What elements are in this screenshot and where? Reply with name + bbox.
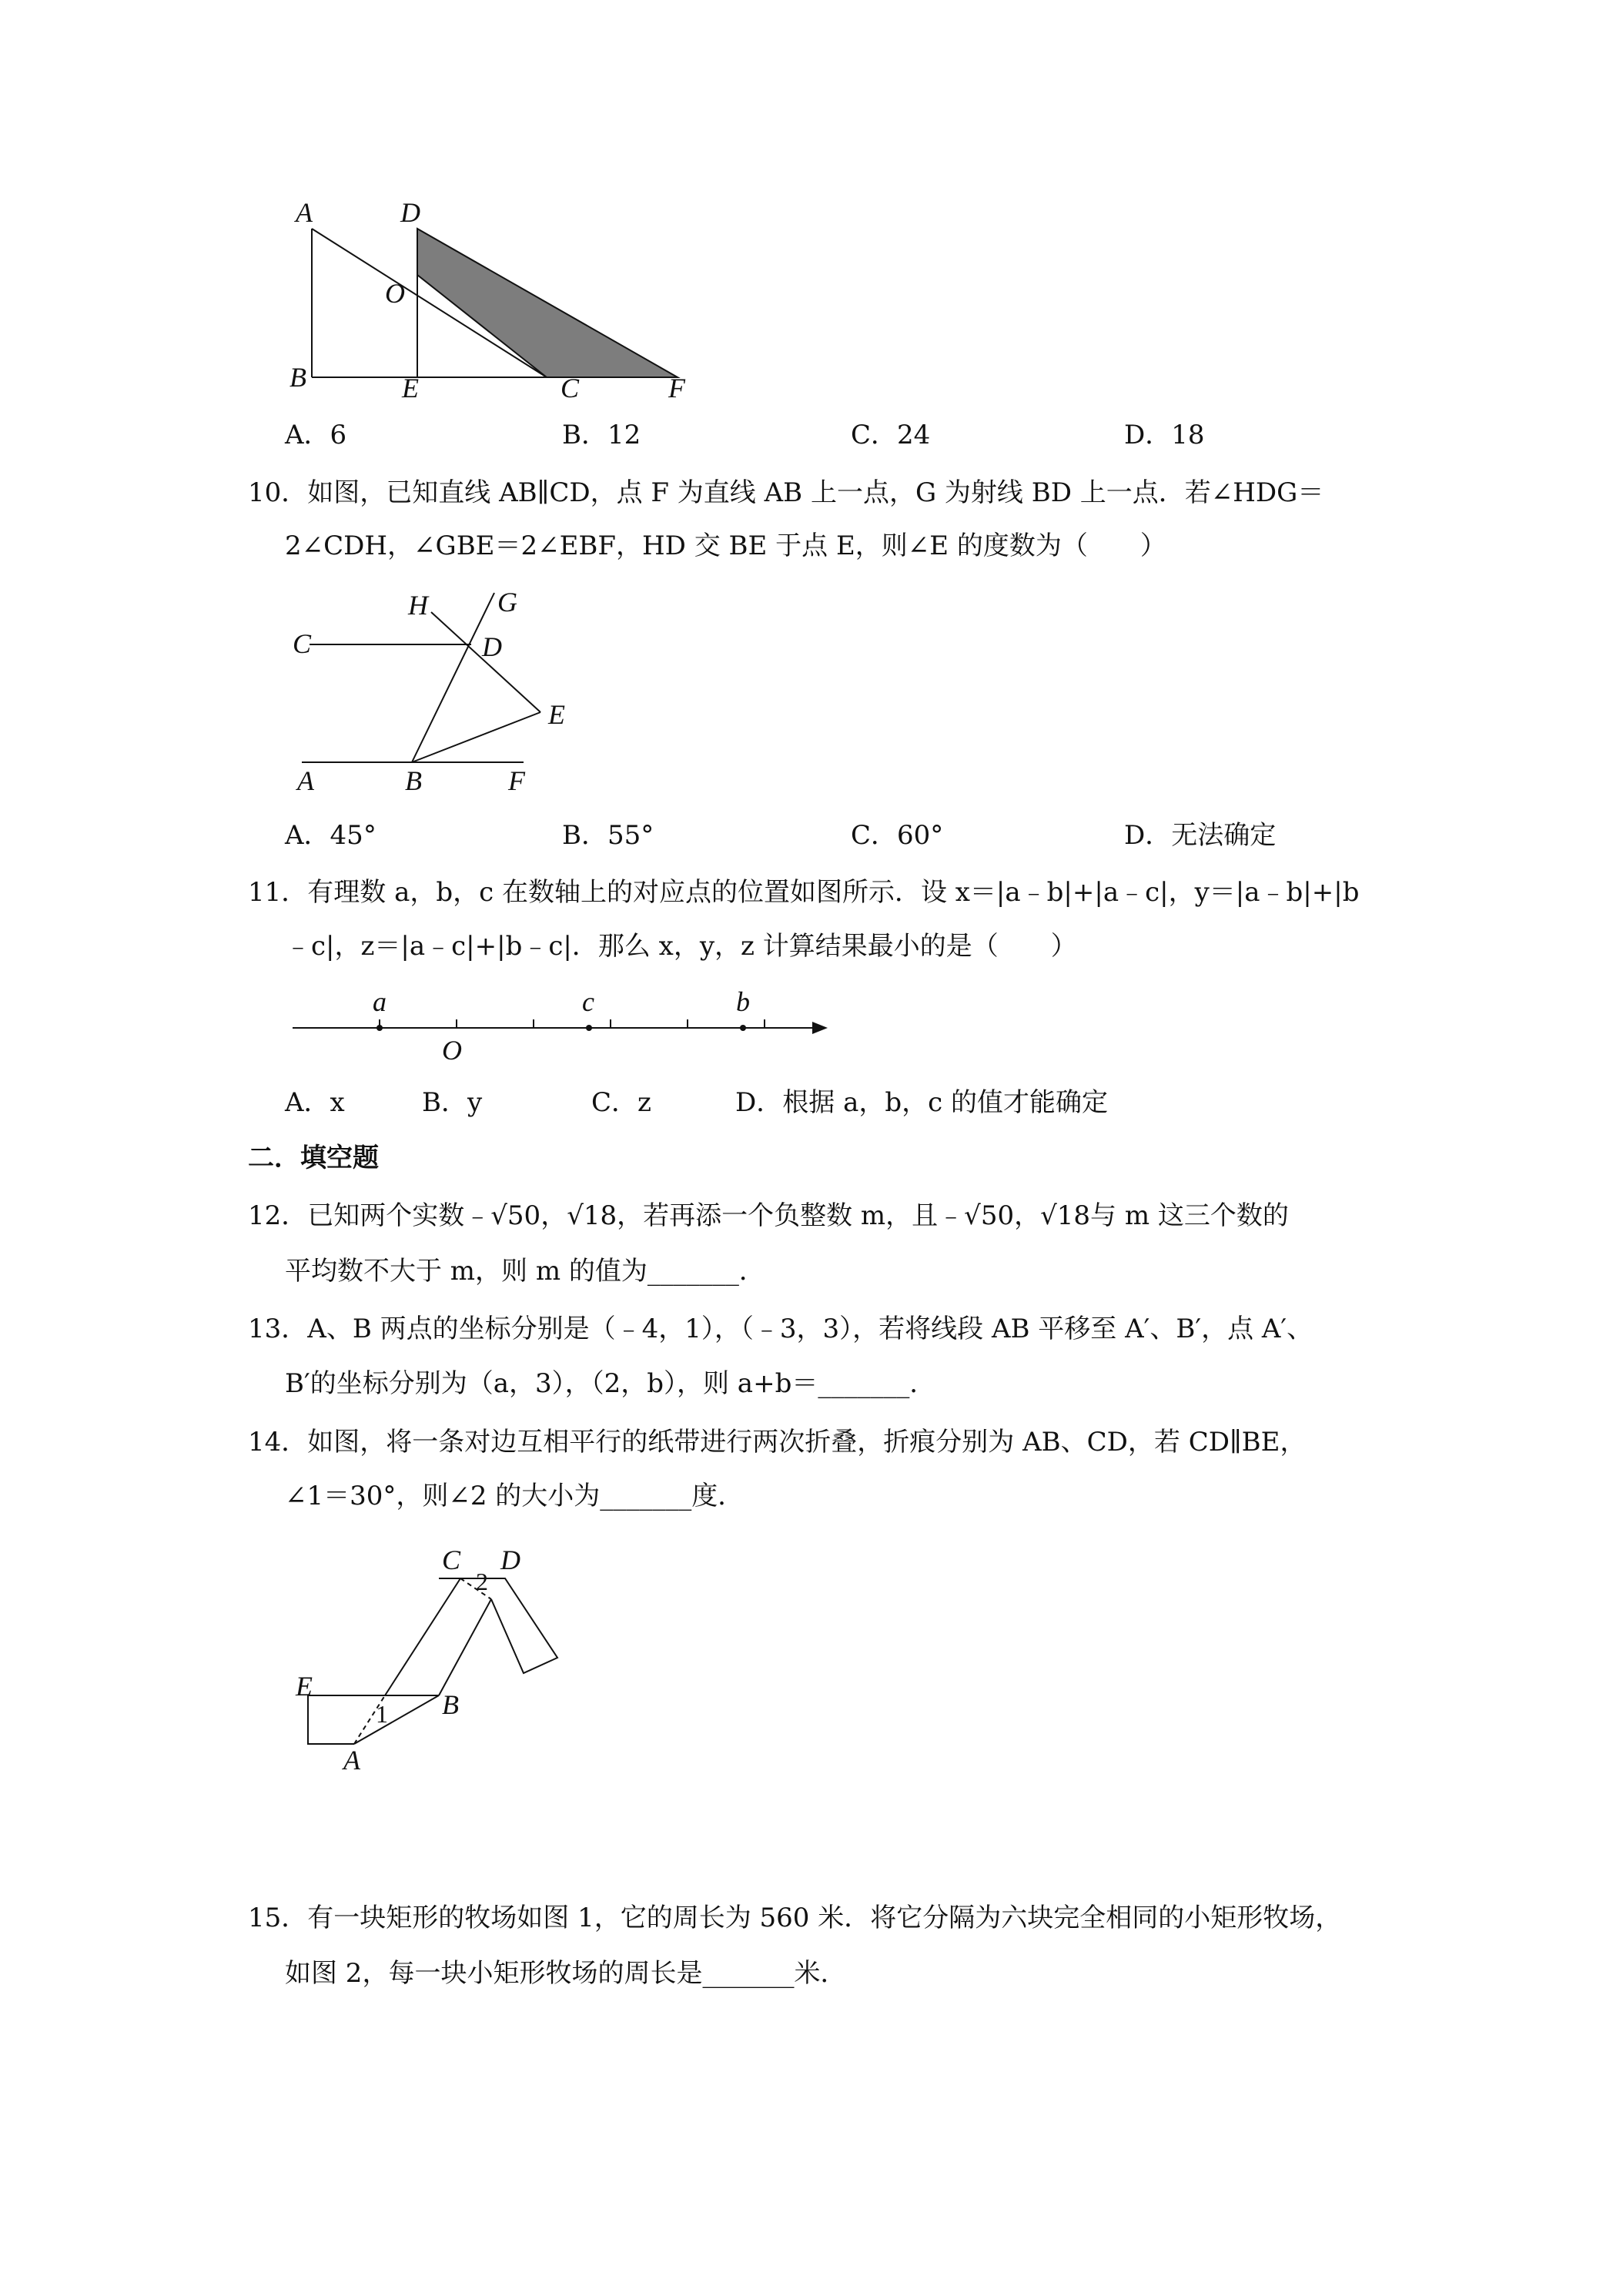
q11-option-c: C．z	[591, 1087, 651, 1118]
q11-option-b: B．y	[422, 1087, 483, 1118]
q15-stem-line2: 如图 2，每一块小矩形牧场的周长是_______米．	[285, 1958, 847, 1989]
q12-stem-line1: 12．已知两个实数﹣√50，√18，若再添一个负整数 m，且﹣√50，√18与 m 这三个数的	[248, 1200, 1289, 1231]
q10-option-c: C．60°	[851, 820, 944, 851]
q14-label-B: B	[442, 1689, 459, 1720]
q10-label-B: B	[405, 765, 422, 796]
q10-label-D: D	[482, 631, 502, 662]
q11-point-c	[586, 1025, 592, 1031]
q10-stem-line2: 2∠CDH，∠GBE＝2∠EBF，HD 交 BE 于点 E，则∠E 的度数为（ ）	[285, 530, 1166, 561]
q14-stem-line1: 14．如图，将一条对边互相平行的纸带进行两次折叠，折痕分别为 AB、CD，若 CD∥BE，	[248, 1427, 1307, 1458]
q14-label-A: A	[343, 1745, 360, 1776]
q10-label-G: G	[497, 587, 517, 618]
q10-label-C: C	[293, 628, 312, 659]
q10-option-a: A．45°	[285, 820, 376, 851]
q9-option-c: C．24	[851, 420, 931, 450]
q11-option-d: D．根据 a，b，c 的值才能确定	[735, 1087, 1108, 1118]
q12-stem-line2: 平均数不大于 m，则 m 的值为_______．	[285, 1256, 765, 1287]
q11-label-b: b	[736, 986, 750, 1017]
q14-label-D: D	[500, 1545, 520, 1575]
q11-stem-line2: ﹣c|，z＝|a﹣c|+|b﹣c|．那么 x，y，z 计算结果最小的是（ ）	[285, 931, 1077, 962]
q9-figure	[285, 196, 701, 404]
q9-option-b: B．12	[562, 420, 641, 450]
q9-label-C: C	[561, 373, 580, 403]
q11-label-a: a	[373, 986, 387, 1017]
q9-label-D: D	[400, 197, 420, 228]
q9-option-d: D．18	[1124, 420, 1205, 450]
q11-point-b	[740, 1025, 746, 1031]
q9-label-O: O	[385, 278, 405, 309]
q10-label-F: F	[508, 765, 525, 796]
q9-label-A: A	[296, 197, 313, 228]
section-title-fill-in: 二．填空题	[248, 1143, 379, 1173]
q14-label-angle-1: 1	[376, 1700, 388, 1728]
q9-label-B: B	[289, 362, 306, 393]
q14-label-E: E	[296, 1671, 313, 1702]
q14-strip-bottom-part	[308, 1695, 439, 1744]
q13-stem-line1: 13．A、B 两点的坐标分别是（﹣4，1），（﹣3，3），若将线段 AB 平移至 A′、B′，点 A′、	[248, 1314, 1313, 1344]
q11-point-a	[376, 1025, 383, 1031]
q10-segment-HE	[431, 612, 540, 712]
q11-label-O: O	[442, 1035, 462, 1066]
q15-stem-line1: 15．有一块矩形的牧场如图 1，它的周长为 560 米．将它分隔为六块完全相同的小矩形牧场，	[248, 1903, 1342, 1933]
q11-axis-arrow	[812, 1022, 828, 1034]
q9-shaded-region	[417, 229, 678, 377]
q11-stem-line1: 11．有理数 a，b，c 在数轴上的对应点的位置如图所示．设 x＝|a﹣b|+|a﹣c|，y＝|a﹣b|+|b	[248, 877, 1360, 908]
q14-figure	[293, 1544, 570, 1775]
q10-option-d: D．无法确定	[1124, 820, 1277, 851]
q14-strip-bottom-right	[354, 1695, 439, 1744]
q14-label-angle-2: 2	[476, 1568, 488, 1595]
q14-strip-right-edge	[439, 1599, 491, 1695]
q9-option-a: A．6	[285, 420, 347, 450]
q14-stem-line2: ∠1＝30°，则∠2 的大小为_______度．	[285, 1481, 745, 1511]
q10-stem-line1: 10．如图，已知直线 AB∥CD，点 F 为直线 AB 上一点，G 为射线 BD 上一点．若∠HDG＝	[248, 477, 1324, 508]
q10-label-A: A	[297, 765, 314, 796]
q9-label-F: F	[668, 373, 685, 403]
q10-label-E: E	[548, 699, 565, 730]
q10-label-H: H	[408, 590, 428, 621]
q14-strip-outer-edge	[439, 1578, 557, 1673]
q10-segment-BE	[412, 712, 540, 762]
q9-label-E: E	[402, 373, 419, 403]
q11-label-c: c	[582, 986, 594, 1017]
q13-stem-line2: B′的坐标分别为（a，3），（2，b），则 a+b＝_______．	[285, 1368, 936, 1399]
q10-option-b: B．55°	[562, 820, 654, 851]
q10-figure	[293, 589, 585, 797]
q11-option-a: A．x	[285, 1087, 345, 1118]
q14-label-C: C	[442, 1545, 461, 1575]
